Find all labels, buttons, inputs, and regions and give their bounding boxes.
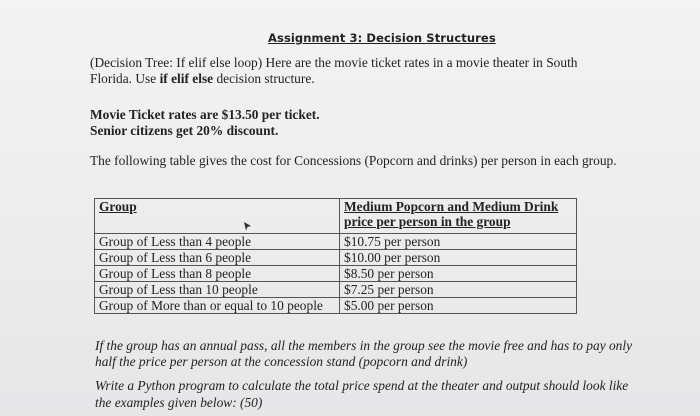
header-price: Medium Popcorn and Medium Drink price per person in the group <box>340 199 577 234</box>
ticket-rates <box>90 107 490 139</box>
price-cell: $10.00 per person <box>340 250 577 266</box>
group-cell: Group of Less than 6 people <box>95 250 340 266</box>
price-cell: $7.25 per person <box>340 282 577 298</box>
intro-line-1: (Decision Tree: If elif else loop) Here are the movie ticket rates in a movie theater in South <box>90 55 578 70</box>
group-cell: Group of Less than 4 people <box>95 234 340 250</box>
header-group: Group <box>95 199 340 234</box>
annual-pass-note: If the group has an annual pass, all the members in the group see the movie free and has to pay only half the price per person at the concession stand (popcorn and drink) <box>95 338 633 369</box>
intro-line-2c: decision structure. <box>213 71 315 86</box>
assignment-title: Assignment 3: Decision Structures <box>268 31 496 45</box>
group-cell: Group of Less than 10 people <box>95 282 340 298</box>
price-cell: $10.75 per person <box>340 234 577 250</box>
intro-line-2a: Florida. Use <box>90 71 160 86</box>
table-row <box>95 266 577 282</box>
mouse-cursor-icon <box>243 222 252 234</box>
ticket-rate-line: Movie Ticket rates are $13.50 per ticket. <box>90 107 320 122</box>
intro-paragraph <box>90 55 610 87</box>
price-cell: $5.00 per person <box>340 298 577 314</box>
concessions-table <box>94 198 577 314</box>
table-row <box>95 282 577 298</box>
senior-discount-line: Senior citizens get 20% discount. <box>90 123 279 138</box>
task-instructions: Write a Python program to calculate the total price spend at the theater and output should look like the examples given below: (50) <box>95 378 629 410</box>
intro-keyword: if elif else <box>159 71 214 86</box>
group-cell: Group of More than or equal to 10 people <box>95 298 340 314</box>
table-row <box>95 234 577 250</box>
price-cell: $8.50 per person <box>340 266 577 282</box>
table-intro: The following table gives the cost for Concessions (Popcorn and drinks) per person in each group. <box>90 153 617 168</box>
table-row <box>95 298 577 314</box>
table-header-row <box>95 199 577 234</box>
group-cell: Group of Less than 8 people <box>95 266 340 282</box>
table-row <box>95 250 577 266</box>
